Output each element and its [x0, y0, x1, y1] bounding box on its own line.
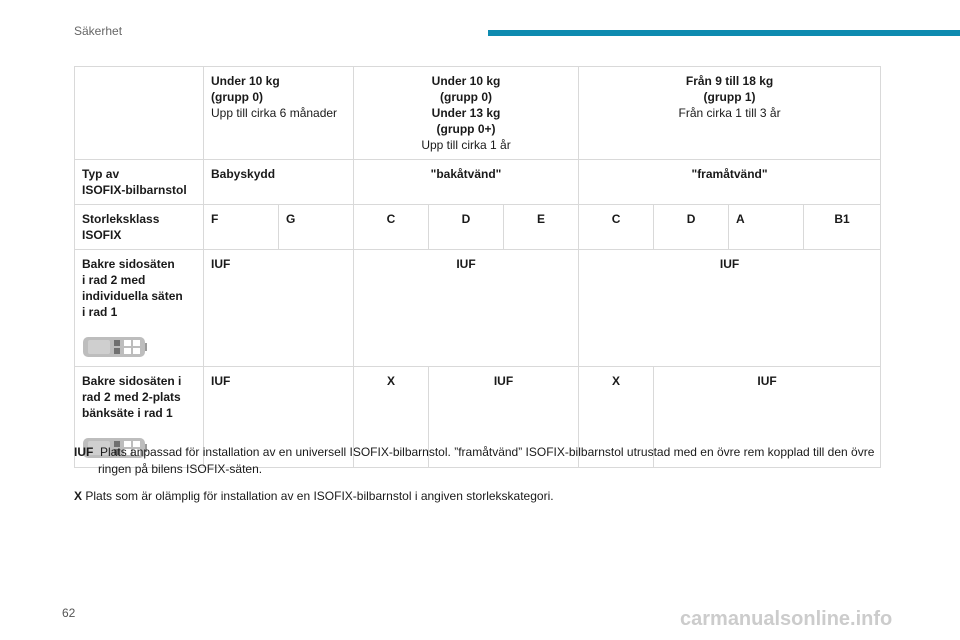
seat-value-cell	[579, 250, 881, 367]
table-notes	[74, 444, 884, 515]
row-label-line: Typ av	[82, 167, 120, 181]
row-label-line: Bakre sidosäten i	[82, 374, 182, 388]
seat-type-text: Babyskydd	[211, 167, 276, 181]
size-class-cell	[579, 205, 654, 250]
size-class-cell	[354, 205, 429, 250]
page-number: 62	[62, 606, 76, 620]
table-header-row	[75, 67, 881, 160]
row-label-seat-individual	[75, 250, 204, 367]
seat-type-rear-facing	[354, 160, 579, 205]
header-group-0-weight: Under 10 kg	[211, 74, 280, 88]
size-class-cell	[504, 205, 579, 250]
size-class-cell	[804, 205, 881, 250]
note-iuf	[74, 444, 884, 478]
page-header-title: Säkerhet	[74, 24, 123, 38]
header-group-0plus-group-b: (grupp 0+)	[436, 122, 496, 136]
seat-value-text: IUF	[456, 257, 476, 271]
header-group-0plus-group-a: (grupp 0)	[440, 90, 493, 104]
row-label-line: ISOFIX	[82, 228, 122, 242]
size-class-cell	[204, 205, 279, 250]
header-group-0plus-weight-a: Under 10 kg	[431, 74, 501, 88]
size-class-cell	[279, 205, 354, 250]
header-group-1-group: (grupp 1)	[703, 90, 756, 104]
row-label-line: bänksäte i rad 1	[82, 406, 173, 420]
seat-value-cell	[204, 250, 354, 367]
note-key: IUF	[74, 445, 94, 459]
header-empty-cell	[75, 67, 204, 160]
header-group-1-age: Från cirka 1 till 3 år	[678, 106, 781, 120]
seat-value-text: IUF	[757, 374, 777, 388]
seat-value-text: IUF	[719, 257, 740, 271]
seat-value-text: X	[386, 374, 395, 388]
size-class-cell	[654, 205, 729, 250]
size-class-cell	[729, 205, 804, 250]
seat-value-cell	[354, 250, 579, 367]
table-row-size-class	[75, 205, 881, 250]
header-accent-bar	[488, 30, 960, 36]
row-label-line: individuella säten	[82, 289, 183, 303]
header-group-1	[579, 67, 881, 160]
note-x	[74, 488, 884, 505]
row-label-line: i rad 2 med	[82, 273, 146, 287]
seat-value-text: IUF	[211, 257, 231, 271]
note-text: Plats anpassad för installation av en universell ISOFIX-bilbarnstol. ”framåtvänd” ISOFIX-bilbarnstol utrustad med en övre rem kopplad till den övre ringen på bilens ISOFIX-säten.	[98, 445, 875, 476]
seat-value-text: IUF	[493, 374, 514, 388]
size-class-text: D	[686, 212, 696, 226]
row-label-size-class	[75, 205, 204, 250]
table-row-seat-individual	[75, 250, 881, 367]
size-class-text: D	[461, 212, 471, 226]
size-class-text: B1	[834, 212, 850, 226]
size-class-text: F	[211, 212, 219, 226]
isofix-table	[74, 66, 881, 468]
header-group-0plus-weight-b: Under 13 kg	[431, 106, 501, 120]
note-key: X	[74, 489, 83, 503]
size-class-text: E	[537, 212, 546, 226]
row-label-line: ISOFIX-bilbarnstol	[82, 183, 187, 197]
seat-type-babyskydd	[204, 160, 354, 205]
row-label-line: rad 2 med 2-plats	[82, 390, 181, 404]
header-group-0	[204, 67, 354, 160]
header-group-0-age: Upp till cirka 6 månader	[211, 106, 338, 120]
row-label-line: i rad 1	[82, 305, 118, 319]
seat-value-text: X	[612, 374, 621, 388]
watermark-text: carmanualsonline.info	[680, 608, 893, 630]
header-group-0-group: (grupp 0)	[211, 90, 263, 104]
header-group-0plus	[354, 67, 579, 160]
row-label-line: Bakre sidosäten	[82, 257, 175, 271]
note-text: Plats som är olämplig för installation av en ISOFIX-bilbarnstol i angiven storlekskategori.	[85, 489, 554, 503]
size-class-text: C	[386, 212, 396, 226]
header-group-0plus-age: Upp till cirka 1 år	[421, 138, 511, 152]
row-label-seat-type	[75, 160, 204, 205]
seat-type-text: "bakåtvänd"	[430, 167, 502, 181]
van-seat-layout-icon	[82, 334, 148, 360]
size-class-text: G	[286, 212, 296, 226]
row-label-line: Storleksklass	[82, 212, 160, 226]
seat-type-forward-facing	[579, 160, 881, 205]
seat-type-text: "framåtvänd"	[691, 167, 768, 181]
seat-value-text: IUF	[211, 374, 231, 388]
header-group-1-weight: Från 9 till 18 kg	[685, 74, 774, 88]
size-class-text: C	[611, 212, 621, 226]
size-class-text: A	[736, 212, 745, 226]
table-row-seat-type	[75, 160, 881, 205]
size-class-cell	[429, 205, 504, 250]
